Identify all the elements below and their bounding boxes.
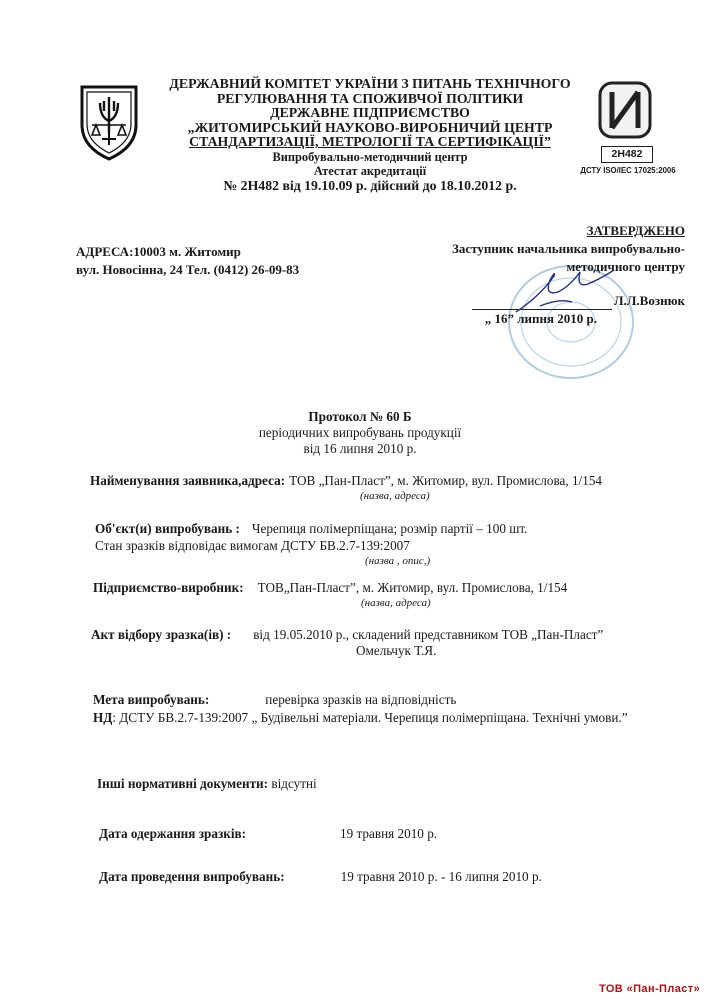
approval-title: ЗАТВЕРДЖЕНО <box>586 223 685 238</box>
sampling-act-value: від 19.05.2010 р., складений представником ТОВ „Пан-Пласт” <box>253 627 604 642</box>
applicant-value: ТОВ „Пан-Пласт”, м. Житомир, вул. Промислова, 1/154 <box>289 473 603 488</box>
test-object-row <box>95 520 695 538</box>
sampling-act-line-2: Омельчук Т.Я. <box>356 643 437 658</box>
address-line-1: АДРЕСА:10003 м. Житомир <box>76 244 241 259</box>
applicant-note: (назва, адреса) <box>360 490 430 502</box>
manufacturer-note: (назва, адреса) <box>361 597 431 609</box>
test-object-note: (назва , опис,) <box>365 555 431 567</box>
manufacturer-label: Підприємство-виробник: <box>93 580 244 595</box>
handwritten-signature-icon <box>510 266 620 318</box>
test-period-label: Дата проведення випробувань: <box>99 869 285 884</box>
certification-logo-icon <box>596 80 654 140</box>
org-line-4: „ЖИТОМИРСЬКИЙ НАУКОВО-ВИРОБНИЧИЙ ЦЕНТР <box>187 119 553 135</box>
org-line-6: Випробувально-методичний центр <box>272 149 468 164</box>
approval-date: „ 16” липня 2010 р. <box>484 311 597 326</box>
org-line-1: ДЕРЖАВНИЙ КОМІТЕТ УКРАЇНИ З ПИТАНЬ ТЕХНІЧНОГО <box>169 76 571 91</box>
sampling-act-row <box>91 626 711 644</box>
org-line-8: № 2Н482 від 19.10.09 р. дійсний до 18.10.2012 р. <box>223 177 517 193</box>
test-object-line-2: Стан зразків відповідає вимогам ДСТУ БВ.2.7-139:2007 <box>95 538 410 553</box>
address-line-2: вул. Новосінна, 24 Тел. (0412) 26-09-83 <box>76 262 300 277</box>
protocol-heading <box>230 409 490 457</box>
received-label: Дата одержання зразків: <box>99 826 247 841</box>
org-line-3: ДЕРЖАВНЕ ПІДПРИЄМСТВО <box>270 105 470 120</box>
org-line-2: РЕГУЛЮВАННЯ ТА СПОЖИВЧОЇ ПОЛІТИКИ <box>216 90 524 106</box>
footer-company-tag: ТОВ «Пан-Пласт» <box>599 983 701 995</box>
test-period-value: 19 травня 2010 р. - 16 липня 2010 р. <box>340 869 542 884</box>
trident-scales-emblem-icon <box>78 81 140 161</box>
protocol-date: від 16 липня 2010 р. <box>303 441 417 456</box>
accreditation-standard: ДСТУ ISO/IEC 17025:2006 <box>580 166 676 175</box>
manufacturer-row <box>93 579 693 597</box>
purpose-label: Мета випробувань: <box>93 692 210 707</box>
approval-signer: Л.Л.Вознюк <box>613 293 685 308</box>
other-docs-row <box>97 775 597 793</box>
normative-doc-value: : ДСТУ БВ.2.7-139:2007 „ Будівельні матеріали. Черепиця полімерпіщана. Технічні умови.” <box>112 710 628 725</box>
other-docs-label: Інші нормативні документи: <box>97 776 269 791</box>
normative-doc-row <box>93 710 713 726</box>
applicant-label: Найменування заявника,адреса: <box>90 473 286 488</box>
purpose-row <box>93 691 693 709</box>
test-object-label: Об'єкт(и) випробувань : <box>95 521 240 536</box>
address-block <box>76 243 376 279</box>
accreditation-code-box: 2Н482 <box>601 146 653 163</box>
protocol-title: Протокол № 60 Б <box>308 409 412 424</box>
sampling-act-label: Акт відбору зразка(ів) : <box>91 627 232 642</box>
protocol-subtitle: періодичних випробувань продукції <box>258 425 462 440</box>
received-row <box>99 825 599 843</box>
other-docs-value: відсутні <box>268 776 317 791</box>
organization-header <box>150 77 590 193</box>
test-period-row <box>99 868 659 886</box>
applicant-row <box>90 472 690 490</box>
received-value: 19 травня 2010 р. <box>340 826 438 841</box>
org-line-5: СТАНДАРТИЗАЦІЇ, МЕТРОЛОГІЇ ТА СЕРТИФІКАЦІЇ” <box>189 134 551 149</box>
org-line-7: Атестат акредитації <box>313 164 427 178</box>
approval-position-line-1: Заступник начальника випробувально- <box>451 241 685 256</box>
test-object-value: Черепиця полімерпіщана; розмір партії – 100 шт. <box>251 521 528 536</box>
purpose-value: перевірка зразків на відповідність <box>265 692 457 707</box>
normative-doc-label: НД <box>93 710 113 725</box>
approval-position-line-2: методичного центру <box>566 259 685 274</box>
manufacturer-value: ТОВ„Пан-Пласт”, м. Житомир, вул. Промислова, 1/154 <box>257 580 568 595</box>
